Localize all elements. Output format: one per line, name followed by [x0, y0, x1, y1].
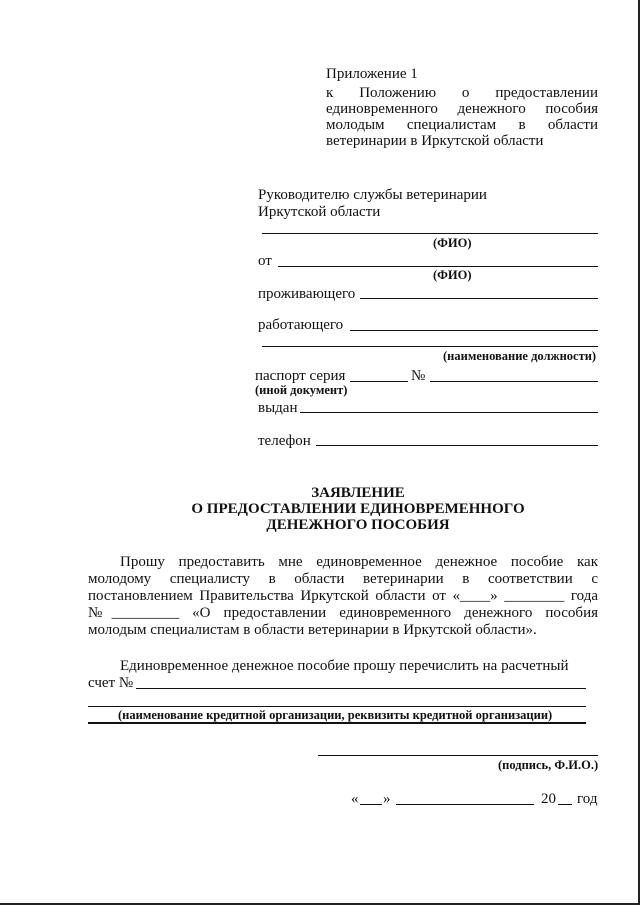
passport-number-sign: № — [411, 368, 426, 384]
appendix-word-k: к — [326, 85, 334, 101]
bank-details-underline — [88, 722, 586, 724]
request-line-1: Прошу предоставить мне единовременное денежное пособие как — [120, 554, 598, 570]
year-suffix-line[interactable] — [558, 804, 572, 805]
appendix-word-polozheniyu: Положению — [359, 85, 437, 101]
working-label: работающего — [258, 317, 344, 333]
passport-series-line[interactable] — [350, 381, 408, 382]
addressee-line-1: Руководителю службы ветеринарии — [258, 187, 487, 203]
passport-series-label: паспорт серия — [255, 368, 346, 384]
passport-number-line[interactable] — [430, 381, 598, 382]
date-close-quote: » — [383, 791, 391, 807]
addressee-fio-line[interactable] — [262, 233, 598, 234]
date-day-line[interactable] — [360, 804, 382, 805]
applicant-fio-line[interactable] — [278, 266, 598, 267]
appendix-title: Приложение 1 — [326, 66, 418, 82]
other-document-caption: (иной документ) — [255, 383, 348, 397]
appendix-line-4: ветеринарии в Иркутской области — [326, 133, 544, 149]
workplace-line[interactable] — [350, 330, 598, 331]
year-prefix: 20 — [541, 791, 556, 807]
position-caption: (наименование должности) — [443, 349, 597, 363]
from-label: от — [258, 253, 272, 269]
date-month-line[interactable] — [396, 804, 534, 805]
appendix-line-2: единовременного денежного пособия — [326, 101, 598, 117]
date-open-quote: « — [351, 791, 359, 807]
phone-line[interactable] — [316, 445, 598, 446]
issued-label: выдан — [258, 400, 298, 416]
addressee-line-2: Иркутской области — [258, 204, 381, 220]
request-line-2: молодому специалисту в области ветеринарии в соответствии с — [88, 571, 598, 587]
signature-caption: (подпись, Ф.И.О.) — [498, 758, 599, 772]
signature-line[interactable] — [318, 755, 598, 756]
transfer-line-1: Единовременное денежное пособие прошу перечислить на расчетный — [120, 658, 569, 674]
bank-details-line[interactable] — [88, 706, 586, 707]
appendix-word-o: о — [461, 85, 470, 101]
position-line[interactable] — [262, 346, 598, 347]
account-number-line[interactable] — [136, 688, 586, 689]
account-number-label: счет № — [88, 675, 134, 691]
phone-label: телефон — [258, 433, 311, 449]
year-label: год — [577, 791, 598, 807]
request-line-4: №_________ «О предоставлении единовременного денежного пособия — [88, 605, 598, 621]
appendix-line-3: молодым специалистам в области — [326, 117, 598, 133]
request-line-3: постановлением Правительства Иркутской области от «____» ________ года — [88, 588, 598, 604]
bank-details-caption: (наименование кредитной организации, реквизиты кредитной организации) — [118, 708, 553, 722]
appendix-word-predostavlenii: предоставлении — [495, 85, 598, 101]
statement-heading-2: О ПРЕДОСТАВЛЕНИИ ЕДИНОВРЕМЕННОГО — [191, 501, 525, 517]
statement-heading-1: ЗАЯВЛЕНИЕ — [311, 485, 405, 501]
issued-by-line[interactable] — [300, 412, 598, 413]
residing-label: проживающего — [258, 286, 356, 302]
request-line-5: молодым специалистам в области ветеринарии в Иркутской области». — [88, 622, 537, 638]
fio-caption-2: (ФИО) — [433, 268, 472, 282]
fio-caption-1: (ФИО) — [433, 236, 472, 250]
statement-heading-3: ДЕНЕЖНОГО ПОСОБИЯ — [266, 517, 450, 533]
residing-address-line[interactable] — [360, 298, 598, 299]
